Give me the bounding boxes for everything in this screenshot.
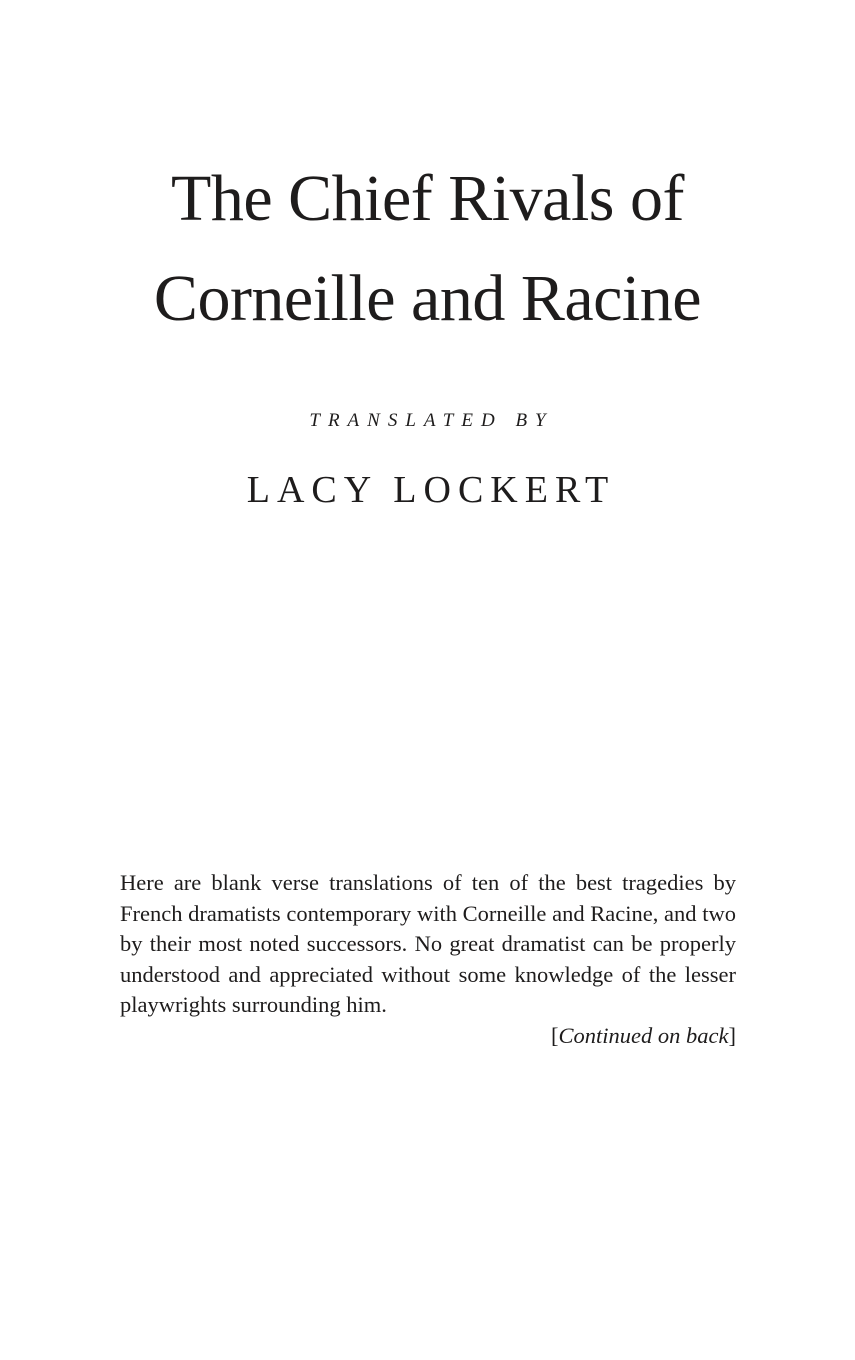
translator-name: LACY LOCKERT — [246, 469, 616, 511]
continued-on-back-note — [120, 1021, 736, 1051]
close-bracket: ] — [728, 1023, 736, 1048]
title-line-1: The Chief Rivals of — [171, 162, 684, 235]
open-bracket: [ — [551, 1023, 559, 1048]
blurb — [120, 868, 736, 1021]
continued-text: Continued on back — [558, 1023, 729, 1048]
translated-by-label: TRANSLATED BY — [309, 410, 554, 431]
title-line-2: Corneille and Racine — [153, 262, 702, 335]
blurb-text: Here are blank verse translations of ten of the best tragedies by French dramatists contemporary with Corneille and Racine, and two by their most noted successors. No great dramatist can be properly understood and appreciated without some knowledge of the lesser playwrights surrounding him. — [120, 870, 736, 1017]
